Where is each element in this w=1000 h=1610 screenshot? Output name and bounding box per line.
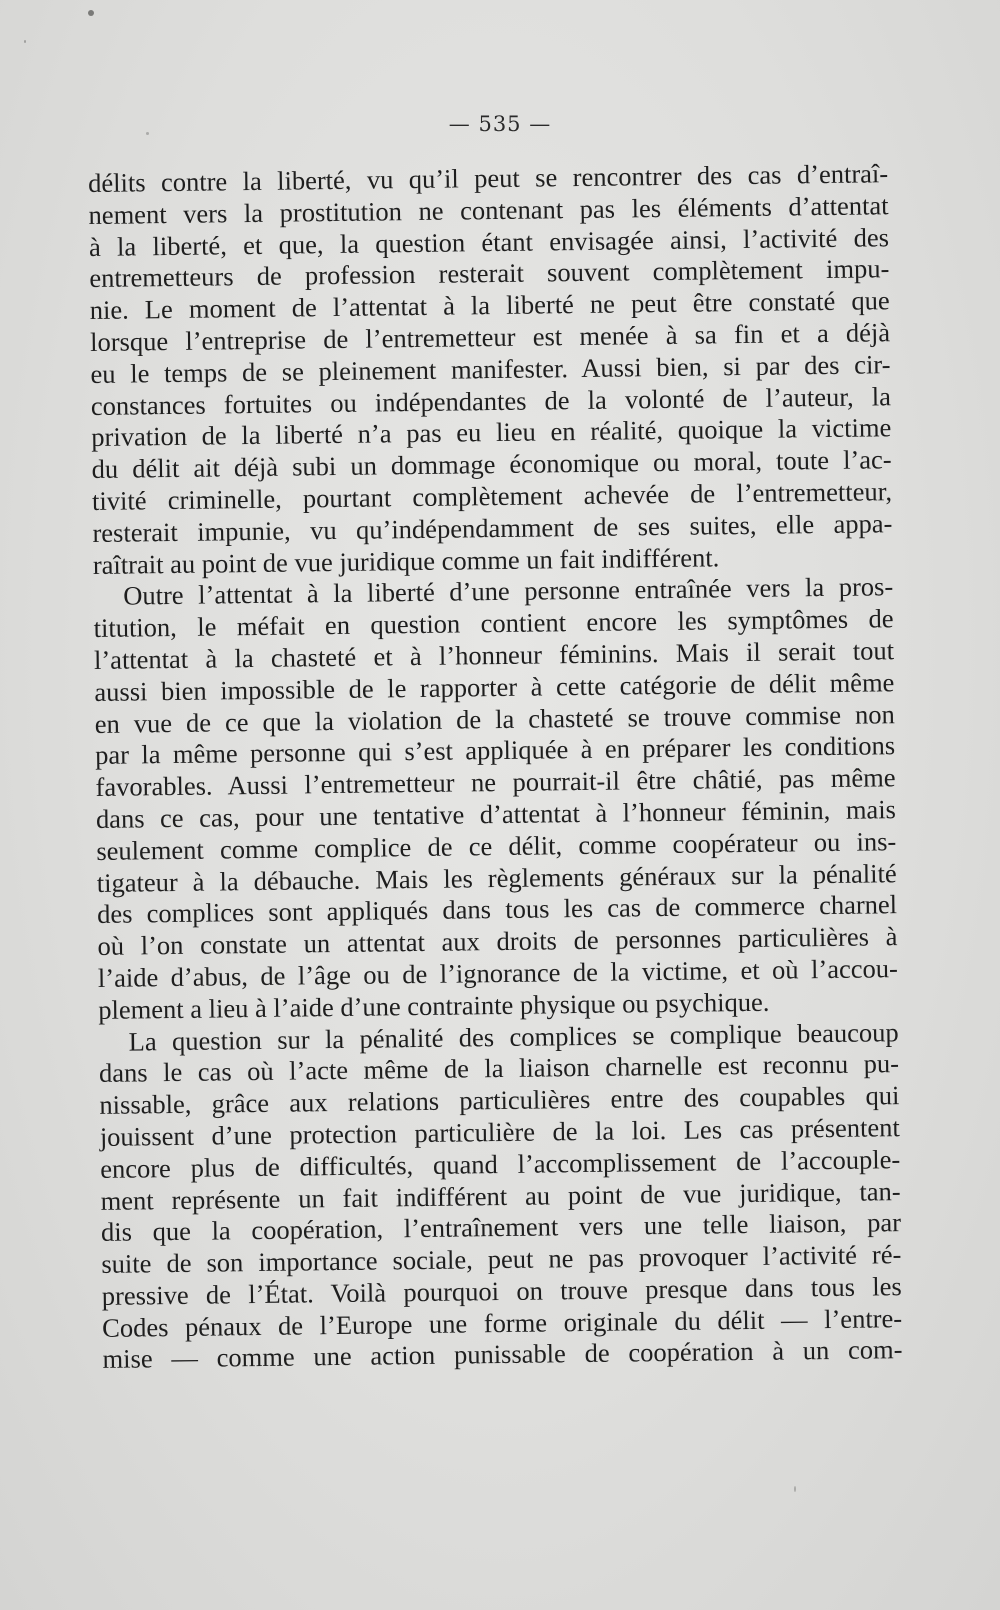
- text-line: ment représente un fait indifférent au point de vue juridique, tan-: [100, 1175, 901, 1216]
- text-line: où l’on constate un attentat aux droits de personnes particulières à: [97, 921, 898, 962]
- text-line: raîtrait au point de vue juridique comme un fait indifférent.: [92, 541, 720, 580]
- scan-speck: [88, 10, 94, 16]
- paragraph: [98, 1017, 902, 1377]
- text-line: aussi bien impossible de le rapporter à cette catégorie de délit même: [94, 666, 895, 707]
- text-line: favorables. Aussi l’entremetteur ne pourrait-il être châtié, pas même: [95, 762, 896, 803]
- text-line: seulement comme complice de ce délit, comme coopérateur ou ins-: [96, 825, 897, 866]
- text-line: entremetteurs de profession resterait souvent complètement impu-: [89, 253, 890, 294]
- body-text: [88, 158, 903, 1376]
- text-line: mise — comme une action punissable de coopération à un com-: [102, 1334, 903, 1375]
- text-line: privation de la liberté n’a pas eu lieu en réalité, quoique la victime: [91, 412, 892, 453]
- text-line: du délit ait déjà subi un dommage économique ou moral, toute l’ac-: [91, 444, 892, 485]
- text-line: resterait impunie, vu qu’indépendamment de ses suites, elle appa-: [92, 507, 893, 548]
- text-line: dis que la coopération, l’entraînement vers une telle liaison, par: [100, 1207, 902, 1248]
- text-line: dans ce cas, pour une tentative d’attentat à l’honneur féminin, mais: [95, 794, 897, 834]
- page-number: — 535 —: [448, 112, 552, 136]
- text-line: nie. Le moment de l’attentat à la liberté ne peut être constaté que: [89, 285, 890, 326]
- text-line: nissable, grâce aux relations particulières entre des coupables qui: [99, 1080, 900, 1121]
- text-line: l’attentat à la chasteté et à l’honneur féminins. Mais il serait tout: [93, 635, 895, 675]
- text-line: La question sur la pénalité des complices se complique beaucoup: [128, 1016, 899, 1057]
- text-line: Codes pénaux de l’Europe une forme originale du délit — l’entre-: [101, 1302, 903, 1343]
- text-line: suite de son importance sociale, peut ne pas provoquer l’activité ré-: [101, 1239, 902, 1280]
- text-line: plement a lieu à l’aide d’une contrainte physique ou psychique.: [98, 986, 770, 1025]
- text-line: en vue de ce que la violation de la chasteté se trouve commise non: [94, 698, 895, 739]
- text-line: nement vers la prostitution ne contenant pas les éléments d’attentat: [88, 190, 889, 230]
- paragraph: [88, 158, 893, 581]
- text-line: des complices sont appliqués dans tous les cas de commerce charnel: [96, 889, 898, 930]
- text-line: tivité criminelle, pourtant complètement achevée de l’entremetteur,: [91, 476, 893, 516]
- text-line: encore plus de difficultés, quand l’accomplissement de l’accouple-: [100, 1143, 901, 1184]
- text-line: à la liberté, et que, la question étant envisagée ainsi, l’activité des: [88, 221, 890, 262]
- paragraph: [93, 572, 898, 1027]
- text-line: tigateur à la débauche. Mais les règlements généraux sur la pénalité: [96, 857, 897, 898]
- text-line: dans le cas où l’acte même de la liaison charnelle est reconnu pu-: [98, 1048, 900, 1089]
- scan-speck: [794, 1486, 796, 1492]
- text-line: l’aide d’abus, de l’âge ou de l’ignorance de la victime, et où l’accou-: [97, 953, 899, 993]
- text-line: titution, le méfait en question contient encore les symptômes de: [93, 603, 894, 644]
- scan-speck: [24, 40, 26, 43]
- text-line: par la même personne qui s’est appliquée à en préparer les conditions: [94, 730, 896, 771]
- text-line: jouissent d’une protection particulière de la loi. Les cas présentent: [99, 1112, 900, 1152]
- text-line: lorsque l’entreprise de l’entremetteur est menée à sa fin et a déjà: [89, 317, 891, 357]
- text-line: eu le temps de se pleinement manifester. Aussi bien, si par des cir-: [90, 348, 891, 389]
- text-line: Outre l’attentat à la liberté d’une personne entraînée vers la pros-: [123, 571, 894, 611]
- text-line: délits contre la liberté, vu qu’il peut se rencontrer des cas d’entraî-: [88, 158, 889, 198]
- text-line: pressive de l’État. Voilà pourquoi on trouve presque dans tous les: [101, 1271, 902, 1311]
- text-line: constances fortuites ou indépendantes de la volonté de l’auteur, la: [90, 380, 892, 421]
